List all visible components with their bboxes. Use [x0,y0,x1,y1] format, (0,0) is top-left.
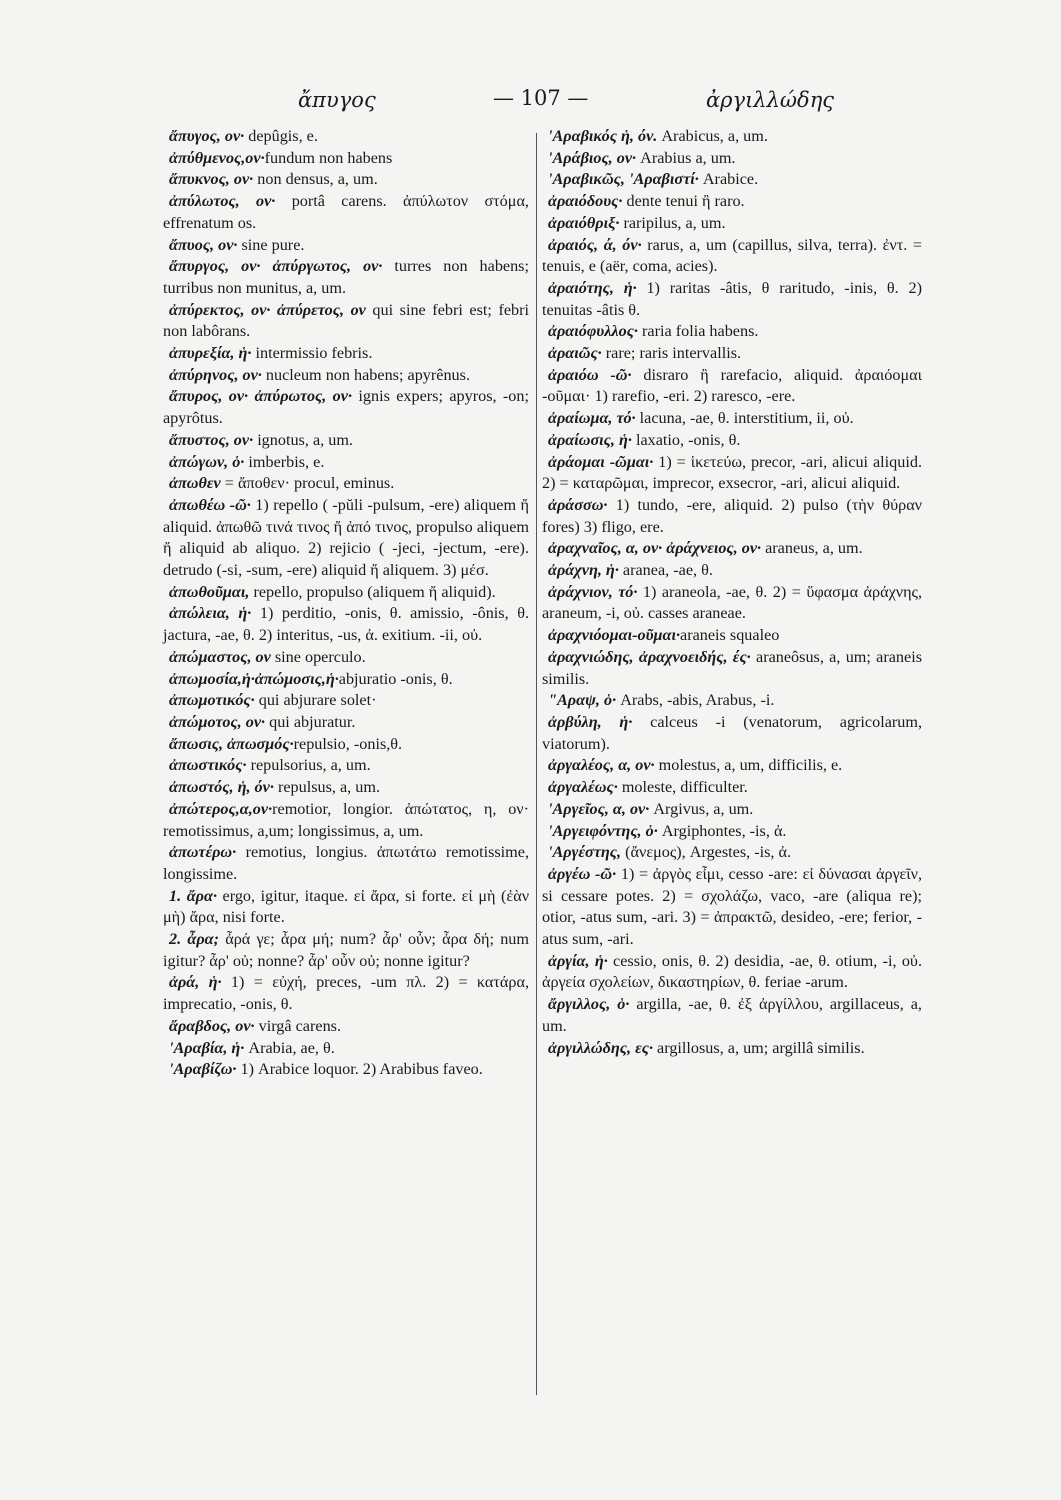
entry-definition: remotius, longius. ἀπωτάτω remotissime, longissime. [163,843,529,883]
entry-definition: abjuratio -onis, θ. [338,669,453,688]
entry-headword: 'Αραβικός ἡ, όν. [548,127,658,145]
dictionary-entry [542,169,922,191]
entry-definition: sine pure. [237,235,305,254]
entry-definition: depûgis, e. [244,127,318,145]
entry-headword: ἀραιόφυλλος· [548,322,638,341]
entry-headword: ἀπωμοσία,ἡ·ἀπώμοσις,ἡ· [169,669,339,688]
entry-definition: rarus, a, um (capillus, silva, terra). ἐντ. = tenuis, e (aër, coma, acies). [542,235,922,276]
dictionary-entry [542,235,922,278]
entry-headword: ἀρά, ἡ· [169,973,222,992]
dictionary-entry [542,321,922,343]
entry-headword: ἀπωτέρω· [169,843,237,862]
dictionary-entry [542,799,922,821]
entry-definition: 1) = ἱκετεύω, precor, -ari, alicui aliquid. 2) = καταρῶμαι, imprecor, exsecror, -ari, alicui aliquid. [542,452,922,493]
dictionary-entry [163,842,529,885]
dictionary-entry [163,1059,529,1081]
entry-definition: Arabia, ae, θ. [244,1038,335,1057]
entry-definition: portâ carens. ἀπύλωτον στόμα, effrenatum os. [163,192,529,232]
page-number: — 107 — [493,86,589,110]
entry-definition: Argivus, a, um. [649,799,754,818]
entry-definition: imberbis, e. [244,452,325,471]
entry-definition: 1) = ἀργὸς εἶμι, cesso -are: εἰ δύνασαι ἀργεῖν, si cessare potes. 2) = σχολάζω, vaco, -are (aliqua re); otior, -atus sum, -ari. 3) = ἀπρακτῶ, desideo, -ere; ferior, -atus sum, -ari. [542,864,922,949]
entry-headword: ἀργία, ἡ· [548,951,608,970]
entry-definition: 1) Arabice loquor. 2) Arabibus faveo. [236,1060,483,1079]
entry-headword: 2. ἆρα; [169,930,220,949]
entry-headword: ἄπυος, ον· [169,235,238,254]
dictionary-entry [163,1016,529,1038]
dictionary-entry [163,148,529,170]
entry-headword: 1. ἄρα· [169,886,217,905]
entry-headword: ἀραιόθριξ· [548,213,620,232]
entry-definition: 1) araneola, -ae, θ. 2) = ὕφασμα ἀράχνης, araneum, -i, οὐ. casses araneae. [542,582,922,623]
entry-definition: ἆρά γε; ἆρα μή; num? ἆρ' οὖν; ἆρα δή; num igitur? ἆρ' οὐ; nonne? ἆρ' οὖν οὐ; nonne igitur? [163,930,529,970]
dictionary-entry [163,886,529,929]
entry-headword: 'Αραβία, ἡ· [169,1038,245,1057]
entry-definition: raripilus, a, um. [619,213,726,232]
entry-definition: repello, propulso (aliquem ἤ aliquid). [249,582,496,601]
entry-definition: cessio, onis, θ. 2) desidia, -ae, θ. otium, -i, οὐ. ἀργεία σχολείων, δικαστηρίων, θ. feriae -arum. [542,951,922,992]
entry-definition: 1) = εὐχή, preces, -um πλ. 2) = κατάρα, imprecatio, -onis, θ. [163,973,529,1014]
entry-definition: Arabicus, a, um. [657,127,768,145]
dictionary-entry [163,256,529,299]
dictionary-entry [542,560,922,582]
entry-definition: qui abjuratur. [265,712,356,731]
entry-headword: ἀπωθέω -ῶ· [169,495,251,514]
entry-definition: repulsus, a, um. [273,778,380,797]
entry-definition: 1) repello ( -pŭli -pulsum, -ere) aliquem ἤ aliquid. ἀπωθῶ τινά τινος ἤ ἀπό τινος, propulso aliquem ἤ aliquid ab aliquo. 2) rejicio ( -jeci, -jectum, -ere). detrudo (-si, -sum, -ere) aliquid ἤ aliquem. 3) μέσ. [163,495,529,580]
dictionary-entry [163,1038,529,1060]
dictionary-entry [542,213,922,235]
dictionary-entry [542,148,922,170]
dictionary-entry [163,777,529,799]
entry-headword: ἄπυρος, ον· ἀπύρωτος, ον· [169,387,353,406]
dictionary-entry [542,430,922,452]
entry-definition: raria folia habens. [637,322,759,341]
dictionary-entry [542,712,922,755]
entry-definition: non densus, a, um. [253,170,378,189]
dictionary-entry [542,538,922,560]
entry-definition: araneus, a, um. [761,539,863,558]
entry-headword: 'Αράβιος, ον· [548,148,637,167]
entry-definition: 1) tundo, -ere, aliquid. 2) pulso (τὴν θύραν fores) 3) fligo, ere. [542,495,922,536]
entry-headword: ἀπώλεια, ἡ· [169,604,252,623]
entry-definition: calceus -i (venatorum, agricolarum, viatorum). [542,712,923,753]
dictionary-entry [542,864,922,951]
entry-definition: qui sine febri est; febri non labôrans. [163,300,530,341]
entry-definition: argillosus, a, um; argillâ similis. [653,1038,865,1057]
entry-headword: ἀπυρεξία, ἡ· [169,344,252,363]
dictionary-entry [163,430,529,452]
dictionary-entry [163,191,529,234]
dictionary-entry [542,821,922,843]
entry-headword: 'Αραβικῶς, 'Αραβιστί· [548,170,699,189]
entry-headword: ἀράσσω· [548,495,608,514]
dictionary-entry [163,126,529,148]
entry-definition: araneôsus, a, um; araneis similis. [542,647,922,688]
dictionary-entry [163,799,529,842]
dictionary-entry [163,669,529,691]
entry-definition: araneis squaleo [680,626,780,645]
dictionary-entry [163,603,529,646]
dictionary-entry [163,582,529,604]
entry-definition: 1) raritas -âtis, θ raritudo, -inis, θ. 2) tenuitas -âtis θ. [542,278,923,319]
entry-headword: ἀπωμοτικός· [169,691,255,710]
entry-headword: ἀραχνιόομαι-οῦμαι· [548,626,681,645]
dictionary-entry [542,582,922,625]
entry-headword: 'Αραβίζω· [169,1060,237,1079]
dictionary-entry [542,647,922,690]
entry-headword: ἀπώμαστος, ον [169,647,271,666]
entry-headword: ἀργαλέως· [548,778,618,797]
dictionary-entry [163,495,529,582]
entry-headword: ἀράχνη, ἡ· [548,561,619,580]
entry-headword: ἀραίωμα, τό· [548,409,636,428]
entry-definition: 1) perditio, -onis, θ. amissio, -ônis, θ. jactura, -ae, θ. 2) interitus, -us, ἀ. exitium. -ii, οὐ. [163,604,529,645]
entry-headword: ἀπώγων, ὁ· [169,452,245,471]
entry-definition: repulsio, -onis,θ. [293,734,403,753]
entry-headword: ἀργαλέος, α, ον· [548,756,655,775]
entry-definition: remotior, longior. ἀπώτατος, η, ον· remotissimus, a,um; longissimus, a, um. [163,799,529,840]
dictionary-entry [542,842,922,864]
entry-definition: aranea, -ae, θ. [618,561,713,580]
dictionary-entry [542,994,922,1037]
dictionary-entry [542,495,922,538]
dictionary-entry [163,755,529,777]
dictionary-entry [163,300,529,343]
entry-headword: ἀραιόω -ῶ· [548,365,632,384]
dictionary-entry [163,929,529,972]
entry-headword: ἀπωθεν [169,474,221,493]
entry-definition: qui abjurare solet· [254,691,377,710]
entry-definition: moleste, difficulter. [617,778,748,797]
entry-definition: laxatio, -onis, θ. [631,430,741,449]
dictionary-entry [163,972,529,1015]
dictionary-entry [542,777,922,799]
entry-definition: intermissio febris. [251,344,373,363]
entry-definition: argilla, -ae, θ. ἐξ ἀργίλλου, argillaceus, a, um. [542,995,922,1035]
entry-definition: ignis expers; apyros, -on; apyrôtus. [163,387,529,428]
page-header [0,82,1061,122]
entry-definition: molestus, a, um, difficilis, e. [654,756,843,775]
dictionary-entry [542,951,922,994]
entry-headword: ἄπυκνος, ον· [169,170,254,189]
dictionary-entry [163,452,529,474]
entry-headword: ἀραιός, ά, όν· [548,235,642,254]
dictionary-entry [163,473,529,495]
entry-definition: fundum non habens [264,148,393,167]
entry-definition: = ἄποθεν· procul, eminus. [220,474,395,493]
dictionary-entry [542,755,922,777]
entry-headword: ἀπώτερος,α,ον· [169,799,273,818]
entry-definition: repulsorius, a, um. [246,756,371,775]
dictionary-entry [163,712,529,734]
entry-headword: ἀραχνιώδης, ἀραχνοειδής, ές· [548,647,751,666]
dictionary-entry [163,235,529,257]
entry-definition: disraro ἢ rarefacio, aliquid. ἀραιόομαι -οῦμαι· 1) rarefio, -eri. 2) raresco, -ere. [542,365,922,406]
entry-headword: ἀπύρηνος, ον· [169,365,262,384]
entry-headword: ἀραιῶς· [548,344,602,363]
dictionary-entry [542,625,922,647]
entry-definition: dente tenui ἢ raro. [622,192,745,211]
entry-headword: ἀπύρεκτος, ον· ἀπύρετος, ον [169,300,366,319]
entry-definition: ignotus, a, um. [253,430,353,449]
entry-headword: ἀραιότης, ἡ· [548,278,637,297]
dictionary-entry [163,647,529,669]
entry-headword: ἄπυγος, ον· [169,127,245,145]
entry-definition: ergo, igitur, itaque. εἰ ἄρα, si forte. εἰ μὴ (ἐὰν μὴ) ἄρα, nisi forte. [163,886,530,927]
entry-definition: rare; raris intervallis. [601,344,742,363]
entry-definition: turres non habens; turribus non munitus, a, um. [163,257,529,297]
entry-headword: ἀπώμοτος, ον· [169,712,266,731]
dictionary-entry [542,452,922,495]
right-running-headword: ἀργιλλώδης [706,88,835,112]
entry-headword: ἀργέω -ῶ· [548,864,617,883]
dictionary-entry [163,169,529,191]
dictionary-entry [542,126,922,148]
entry-headword: ἄργιλλος, ὁ· [548,995,630,1014]
dictionary-entry [163,343,529,365]
column-divider [536,133,537,1395]
entry-headword: ἄπυργος, ον· ἀπύργωτος, ον· [169,257,383,276]
entry-headword: ἀραιόδους· [548,192,623,211]
dictionary-entry [542,191,922,213]
entry-definition: Arabius a, um. [636,148,736,167]
dictionary-entry [163,734,529,756]
entry-headword: ἀπύθμενος,ον· [169,148,265,167]
dictionary-entry [542,365,922,408]
entry-definition: sine operculo. [270,647,366,666]
dictionary-entry [542,278,922,321]
entry-headword: ἀραίωσις, ἡ· [548,430,632,449]
dictionary-entry [542,343,922,365]
entry-definition: nucleum non habens; apyrênus. [261,365,470,384]
left-running-headword: ἄπυγος [298,88,376,112]
left-column [163,126,529,1081]
entry-definition: Arabs, -abis, Arabus, -i. [616,691,775,710]
entry-headword: ἀράομαι -ῶμαι· [548,452,654,471]
entry-headword: ἀπωστός, ἡ, όν· [169,778,274,797]
entry-headword: ἀράχνιον, τό· [548,582,638,601]
entry-headword: ἀρβύλη, ἡ· [548,712,633,731]
entry-headword: ἀργιλλώδης, ες· [548,1038,653,1057]
entry-headword: ἄπωσις, ἀπωσμός· [169,734,294,753]
dictionary-entry [542,408,922,430]
entry-headword: ἄπυστος, ον· [169,430,254,449]
entry-headword: ἀραχναῖος, α, ον· ἀράχνειος, ον· [548,539,762,558]
dictionary-entry [163,690,529,712]
entry-headword: 'Αργέστης, [548,843,622,862]
entry-definition: virgâ carens. [254,1016,342,1035]
entry-headword: 'Αργεῖος, α, ον· [548,799,650,818]
dictionary-entry [163,386,529,429]
entry-definition: Argiphontes, -is, ἀ. [657,821,787,840]
entry-headword: ἄραβδος, ον· [169,1016,255,1035]
dictionary-entry [163,365,529,387]
entry-headword: 'Αργειφόντης, ὁ· [548,821,658,840]
entry-headword: ἀπωθοῦμαι, [169,582,250,601]
entry-definition: (ἄνεμος), Argestes, -is, ἀ. [621,843,792,862]
entry-definition: Arabice. [698,170,759,189]
entry-definition: lacuna, -ae, θ. interstitium, ii, οὐ. [635,409,854,428]
entry-headword: ἀπύλωτος, ον· [169,192,276,211]
entry-headword: ἀπωστικός· [169,756,247,775]
dictionary-entry [542,690,922,712]
right-column [542,126,922,1059]
dictionary-entry [542,1038,922,1060]
entry-headword: "Αραψ, ὁ· [548,691,617,710]
